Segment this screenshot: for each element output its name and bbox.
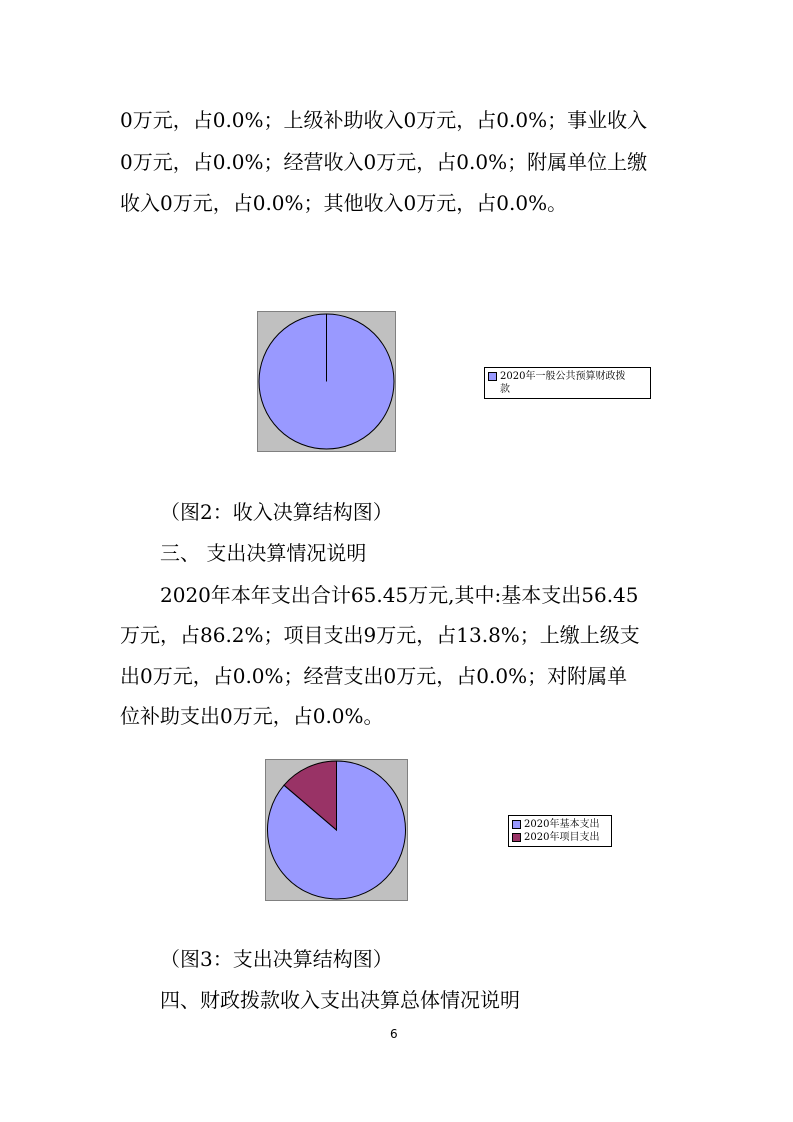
legend-swatch-icon — [488, 372, 497, 381]
legend-entry — [488, 370, 647, 396]
paragraph-line: 万元，占86.2%；项目支出9万元，占13.8%；上缴上级支 — [120, 623, 640, 647]
section-heading: 四、财政拨款收入支出决算总体情况说明 — [160, 988, 520, 1012]
expense-pie-chart — [265, 759, 408, 901]
paragraph-line: 2020年本年支出合计65.45万元,其中:基本支出56.45 — [160, 583, 639, 607]
figure-caption: （图2：收入决算结构图） — [160, 500, 393, 524]
legend-label-line: 款 — [500, 384, 510, 395]
legend-entry — [512, 818, 608, 831]
figure-caption: （图3：支出决算结构图） — [160, 947, 393, 971]
section-heading: 三、 支出决算情况说明 — [160, 541, 367, 565]
legend-swatch-icon — [512, 820, 521, 829]
paragraph-line: 收入0万元，占0.0%；其他收入0万元，占0.0%。 — [120, 191, 568, 215]
paragraph-line: 0万元，占0.0%；上级补助收入0万元，占0.0%；事业收入 — [120, 108, 648, 132]
legend-entry — [512, 831, 608, 844]
expense-pie-svg — [266, 760, 407, 900]
legend-label — [500, 370, 625, 396]
income-pie-svg — [258, 312, 395, 451]
income-pie-chart — [257, 311, 396, 452]
legend-swatch-icon — [512, 833, 521, 842]
paragraph-line: 0万元，占0.0%；经营收入0万元，占0.0%；附属单位上缴 — [120, 150, 648, 174]
paragraph-line: 位补助支出0万元，占0.0%。 — [120, 704, 384, 728]
page-number: 6 — [390, 1027, 398, 1041]
legend-label-line: 2020年一般公共预算财政拨 — [500, 371, 626, 382]
expense-legend — [508, 815, 612, 847]
legend-label: 2020年项目支出 — [524, 832, 600, 843]
paragraph-line: 出0万元，占0.0%；经营支出0万元，占0.0%；对附属单 — [120, 664, 628, 688]
legend-label: 2020年基本支出 — [524, 819, 600, 830]
income-legend — [484, 367, 651, 399]
